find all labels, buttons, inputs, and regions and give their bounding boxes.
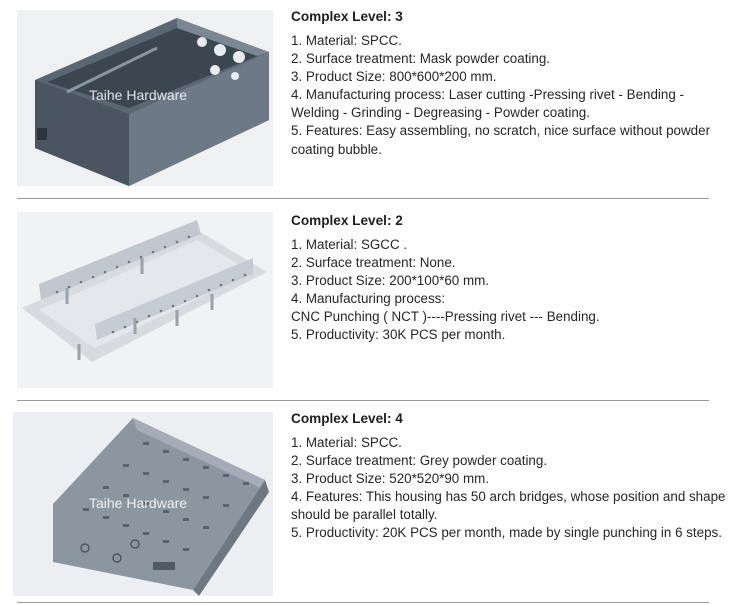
- spec-block-1: [291, 8, 731, 159]
- product-title: Complex Level: 4: [291, 411, 403, 426]
- spec-line: 3. Product Size: 800*600*200 mm.: [291, 69, 497, 85]
- product-title: Complex Level: 3: [291, 9, 403, 24]
- spec-line: 1. Material: SGCC .: [291, 237, 408, 252]
- spec-line: 3. Product Size: 520*520*90 mm.: [291, 471, 489, 487]
- housing-illustration: [13, 412, 273, 596]
- divider: [17, 400, 709, 401]
- product-photo-gray-box: [17, 10, 273, 186]
- spec-line: 3. Product Size: 200*100*60 mm.: [291, 273, 489, 289]
- spec-line: 2. Surface treatment: Mask powder coating.: [291, 51, 551, 67]
- product-title: Complex Level: 2: [291, 213, 403, 228]
- spec-line: 2. Surface treatment: Grey powder coating.: [291, 453, 548, 469]
- divider: [17, 198, 709, 199]
- divider: [17, 602, 709, 603]
- spec-line: 5. Productivity: 30K PCS per month.: [291, 327, 506, 343]
- watermark-text: Taihe Hardware: [89, 495, 188, 511]
- spec-block-2: [291, 212, 731, 345]
- watermark-text: Taihe Hardware: [89, 87, 188, 103]
- spec-line: 5. Productivity: 20K PCS per month, made by single punching in 6 steps.: [291, 525, 722, 541]
- product-photo-housing-plate: [13, 412, 273, 596]
- product-photo-tray: [17, 212, 273, 388]
- tray-illustration: [17, 212, 273, 388]
- spec-line: 5. Features: Easy assembling, no scratch, nice surface without powder coating bubble.: [291, 123, 711, 157]
- spec-line: 1. Material: SPCC.: [291, 33, 402, 48]
- spec-line: 1. Material: SPCC.: [291, 435, 402, 450]
- box-illustration: [17, 10, 273, 186]
- spec-line: 4. Manufacturing process:: [291, 291, 446, 307]
- spec-line: 4. Features: This housing has 50 arch bridges, whose position and shape should be parallel totally.: [291, 489, 726, 523]
- spec-line: 2. Surface treatment: None.: [291, 255, 456, 271]
- spec-line: CNC Punching ( NCT )----Pressing rivet --- Bending.: [291, 309, 600, 325]
- spec-line: 4. Manufacturing process: Laser cutting -Pressing rivet - Bending - Welding - Grinding - Degreasing - Powder coating.: [291, 87, 684, 121]
- spec-block-3: [291, 410, 731, 543]
